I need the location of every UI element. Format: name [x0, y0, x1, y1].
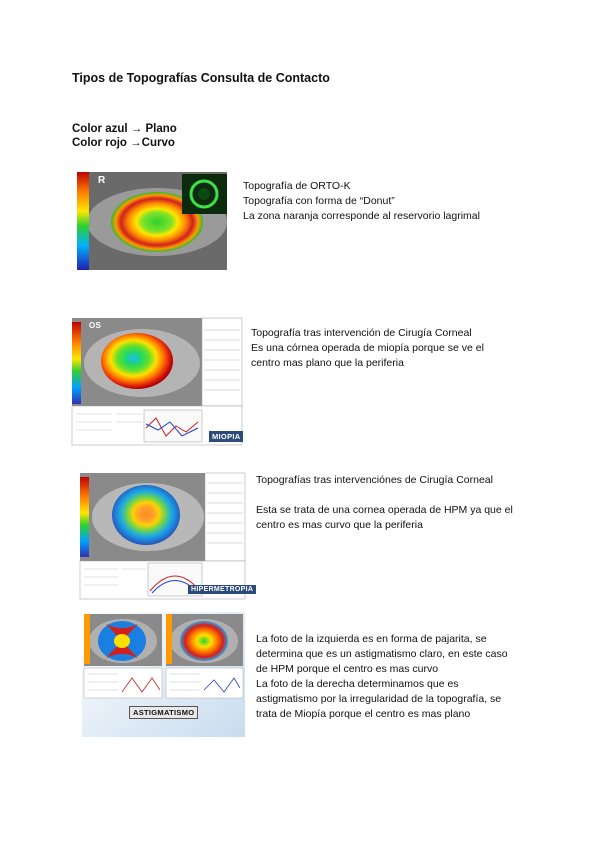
color-legend — [72, 122, 177, 150]
text-line: Topografía tras intervención de Cirugía Corneal — [251, 327, 472, 339]
orthok-topography-image — [77, 172, 227, 270]
text-line: de HPM porque el centro es mas curvo — [256, 663, 439, 675]
text-line: La zona naranja corresponde al reservorio lagrimal — [243, 210, 480, 222]
text-line: centro mas plano que la periferia — [251, 357, 404, 369]
text-line: trata de Miopía porque el centro es mas plano — [256, 708, 471, 720]
myopia-label: MIOPIA — [209, 431, 243, 442]
legend-red-curved: Color rojo →Curvo — [72, 137, 175, 149]
text-line: determina que es un astigmatismo claro, en este caso — [256, 648, 508, 660]
legend-blue-flat: Color azul → Plano — [72, 123, 177, 135]
astigmatism-topography-image — [82, 612, 245, 737]
hyperopia-surgery-topography-image — [80, 473, 254, 599]
text-line — [256, 488, 546, 503]
eye-side-label: OS — [89, 321, 102, 330]
text-line: Esta se trata de una cornea operada de HPM ya que el — [256, 504, 513, 516]
myopia-surgery-topography-image — [72, 318, 242, 445]
text-line: centro es mas curvo que la periferia — [256, 519, 423, 531]
text-line: La foto de la derecha determinamos que es — [256, 678, 459, 690]
text-line: La foto de la izquierda es en forma de pajarita, se — [256, 633, 487, 645]
astigmatism-description — [256, 632, 556, 722]
text-line: astigmatismo por la irregularidad de la topografía, se — [256, 693, 502, 705]
text-line: Es una córnea operada de miopía porque se ve el — [251, 342, 484, 354]
text-line: Topografías tras intervenciónes de Cirugía Corneal — [256, 474, 493, 486]
orthok-description — [243, 179, 533, 224]
text-line: Topografía de ORTO-K — [243, 180, 351, 192]
hyperopia-label: HIPERMETROPIA — [188, 585, 256, 594]
myopia-description — [251, 326, 541, 371]
page-title: Tipos de Topografías Consulta de Contacto — [72, 71, 330, 85]
astigmatism-label: ASTIGMATISMO — [129, 706, 198, 719]
eye-side-label: R — [98, 175, 106, 186]
hyperopia-description — [256, 473, 546, 533]
text-line: Topografía con forma de “Donut” — [243, 195, 395, 207]
